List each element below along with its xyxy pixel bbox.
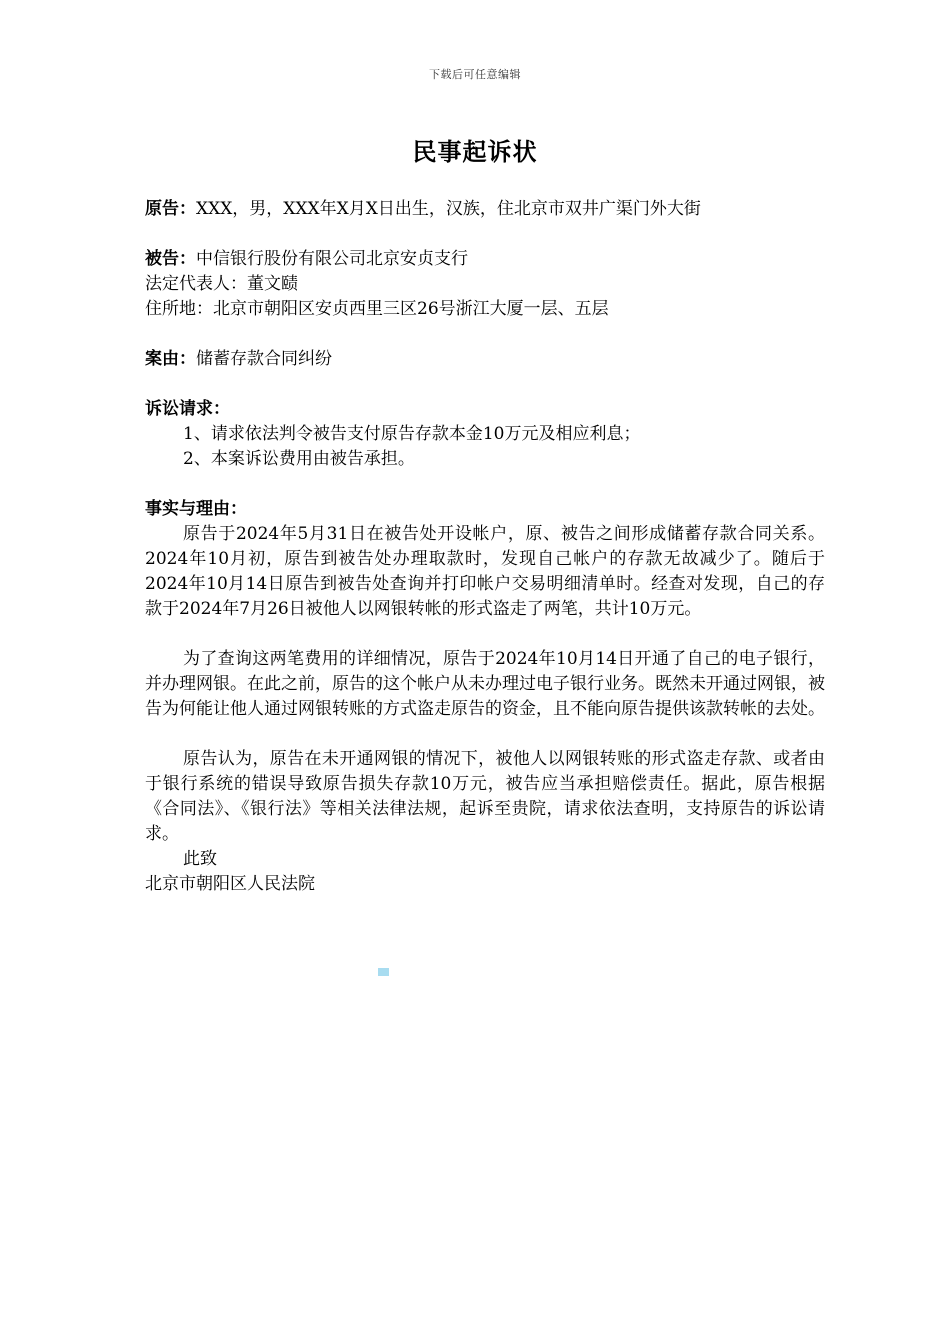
facts-paragraph-3: 原告认为，原告在未开通网银的情况下，被他人以网银转账的形式盗走存款、或者由于银行系统的错误导致原告损失存款10万元，被告应当承担赔偿责任。据此，原告根据《合同法》、《银行法》等相关法律法规，起诉至贵院，请求依法查明，支持原告的诉讼请求。 [145,749,825,844]
plaintiff-section [145,197,825,222]
cause-line [145,347,825,372]
defendant-address: 住所地：北京市朝阳区安贞西里三区26号浙江大厦一层、五层 [145,299,609,319]
plaintiff-label: 原告： [145,199,196,219]
document-body [145,197,825,897]
facts-section [145,497,825,847]
plaintiff-text: XXX，男，XXX年X月X日出生，汉族，住北京市双井广渠门外大街 [196,199,701,219]
cause-section [145,347,825,372]
claims-label: 诉讼请求： [145,399,230,419]
claim-item-2: 2、本案诉讼费用由被告承担。 [183,449,415,469]
closing-section [145,847,825,897]
claims-section [145,397,825,472]
document-title: 民事起诉状 [412,137,538,166]
defendant-text: 中信银行股份有限公司北京安贞支行 [196,249,468,269]
facts-paragraph-2: 为了查询这两笔费用的详细情况，原告于2024年10月14日开通了自己的电子银行，并办理网银。在此之前，原告的这个帐户从未办理过电子银行业务。既然未开通过网银，被告为何能让他人通过网银转账的方式盗走原告的资金，且不能向原告提供该款转帐的去处。 [145,649,825,719]
defendant-line [145,247,825,272]
plaintiff-line [145,197,825,222]
header-note: 下载后可任意编辑 [429,68,521,81]
facts-paragraph-1: 原告于2024年5月31日在被告处开设帐户，原、被告之间形成储蓄存款合同关系。2024年10月初，原告到被告处办理取款时，发现自己帐户的存款无故减少了。随后于2024年10月14日原告到被告处查询并打印帐户交易明细清单时。经查对发现，自己的存款于2024年7月26日被他人以网银转帐的形式盗走了两笔，共计10万元。 [145,524,825,619]
defendant-label: 被告： [145,249,196,269]
defendant-section [145,247,825,322]
text-cursor-marker [378,968,389,976]
defendant-representative: 法定代表人：董文赜 [145,274,298,294]
closing-salutation: 此致 [183,849,217,869]
cause-label: 案由： [145,349,196,369]
claim-item-1: 1、请求依法判令被告支付原告存款本金10万元及相应利息； [183,424,641,444]
closing-court: 北京市朝阳区人民法院 [145,874,315,894]
facts-label: 事实与理由： [145,499,247,519]
cause-text: 储蓄存款合同纠纷 [196,349,332,369]
